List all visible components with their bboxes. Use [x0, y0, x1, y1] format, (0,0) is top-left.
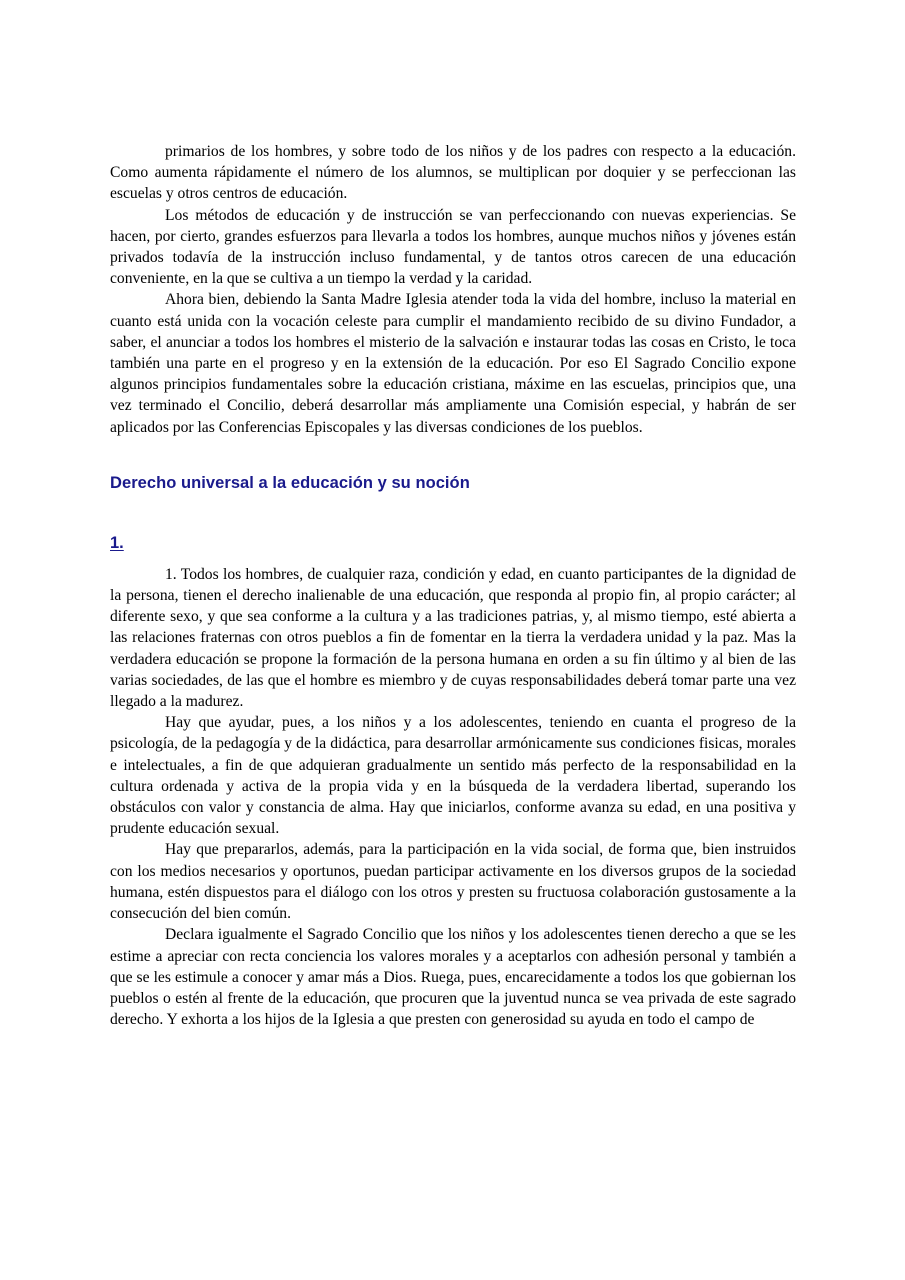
paragraph: Ahora bien, debiendo la Santa Madre Iglesia atender toda la vida del hombre, incluso la material en cuanto está unida con la vocación celeste para cumplir el mandamiento recibido de su divino Fundador, a saber, el anunciar a todos los hombres el misterio de la salvación e instaurar todas las cosas en Cristo, le toca también una parte en el progreso y en la extensión de la educación. Por eso El Sagrado Concilio expone algunos principios fundamentales sobre la educación cristiana, máxime en las escuelas, principios que, una vez terminado el Concilio, deberá desarrollar más ampliamente una Comisión especial, y habrán de ser aplicados por las Conferencias Episcopales y las diversas condiciones de los pueblos.: [110, 291, 796, 436]
section-heading: Derecho universal a la educación y su noción: [110, 473, 470, 492]
paragraph: 1. Todos los hombres, de cualquier raza, condición y edad, en cuanto participantes de la dignidad de la persona, tienen el derecho inalienable de una educación, que responda al propio fin, al propio carácter; al diferente sexo, y que sea conforme a la cultura y a las tradiciones patrias, y, al mismo tiempo, esté abierta a las relaciones fraternas con otros pueblos a fin de fomentar en la tierra la verdadera unidad y la paz. Mas la verdadera educación se propone la formación de la persona humana en orden a su fin último y al bien de las varias sociedades, de las que el hombre es miembro y de cuyas responsabilidades deberá tomar parte una vez llegado a la madurez.: [110, 565, 796, 711]
paragraph: Hay que ayudar, pues, a los niños y a los adolescentes, teniendo en cuanta el progreso de la psicología, de la pedagogía y de la didáctica, para desarrollar armónicamente sus condiciones fisicas, morales e intelectuales, a fin de que adquieran gradualmente un sentido más perfecto de la responsabilidad en la cultura ordenada y activa de la propia vida y en la búsqueda de la verdadera libertad, superando los obstáculos con valor y constancia de alma. Hay que iniciarlos, conforme avanza su edad, en una positiva y prudente educación sexual.: [110, 714, 796, 838]
section-number-link[interactable]: 1.: [110, 533, 124, 552]
paragraph: primarios de los hombres, y sobre todo de los niños y de los padres con respecto a la educación. Como aumenta rápidamente el número de los alumnos, se multiplican por doquier y se perfeccionan las escuelas y otros centros de educación.: [110, 143, 796, 203]
paragraph: Los métodos de educación y de instrucción se van perfeccionando con nuevas experiencias. Se hacen, por cierto, grandes esfuerzos para llevarla a todos los hombres, aunque muchos niños y jóvenes están privados todavía de la instrucción incluso fundamental, y de tantos otros carecen de una educación conveniente, en la que se cultiva a un tiempo la verdad y la caridad.: [110, 206, 796, 288]
paragraph: Declara igualmente el Sagrado Concilio que los niños y los adolescentes tienen derecho a que se les estime a apreciar con recta conciencia los valores morales y a aceptarlos con adhesión personal y también a que se les estimule a conocer y amar más a Dios. Ruega, pues, encarecidamente a todos los que gobiernan los pueblos o estén al frente de la educación, que procuren que la juventud nunca se vea privada de este sagrado derecho. Y exhorta a los hijos de la Iglesia a que presten con generosidad su ayuda en todo el campo de: [110, 926, 796, 1029]
paragraph: Hay que prepararlos, además, para la participación en la vida social, de forma que, bien instruidos con los medios necesarios y oportunos, puedan participar activamente en los diversos grupos de la sociedad humana, estén dispuestos para el diálogo con los otros y presten su fructuosa colaboración gustosamente a la consecución del bien común.: [110, 841, 796, 923]
document-text-column: [110, 141, 796, 1030]
section-heading-block: [110, 438, 796, 504]
anchor-link-block: [110, 504, 796, 556]
spacer: [110, 556, 796, 564]
